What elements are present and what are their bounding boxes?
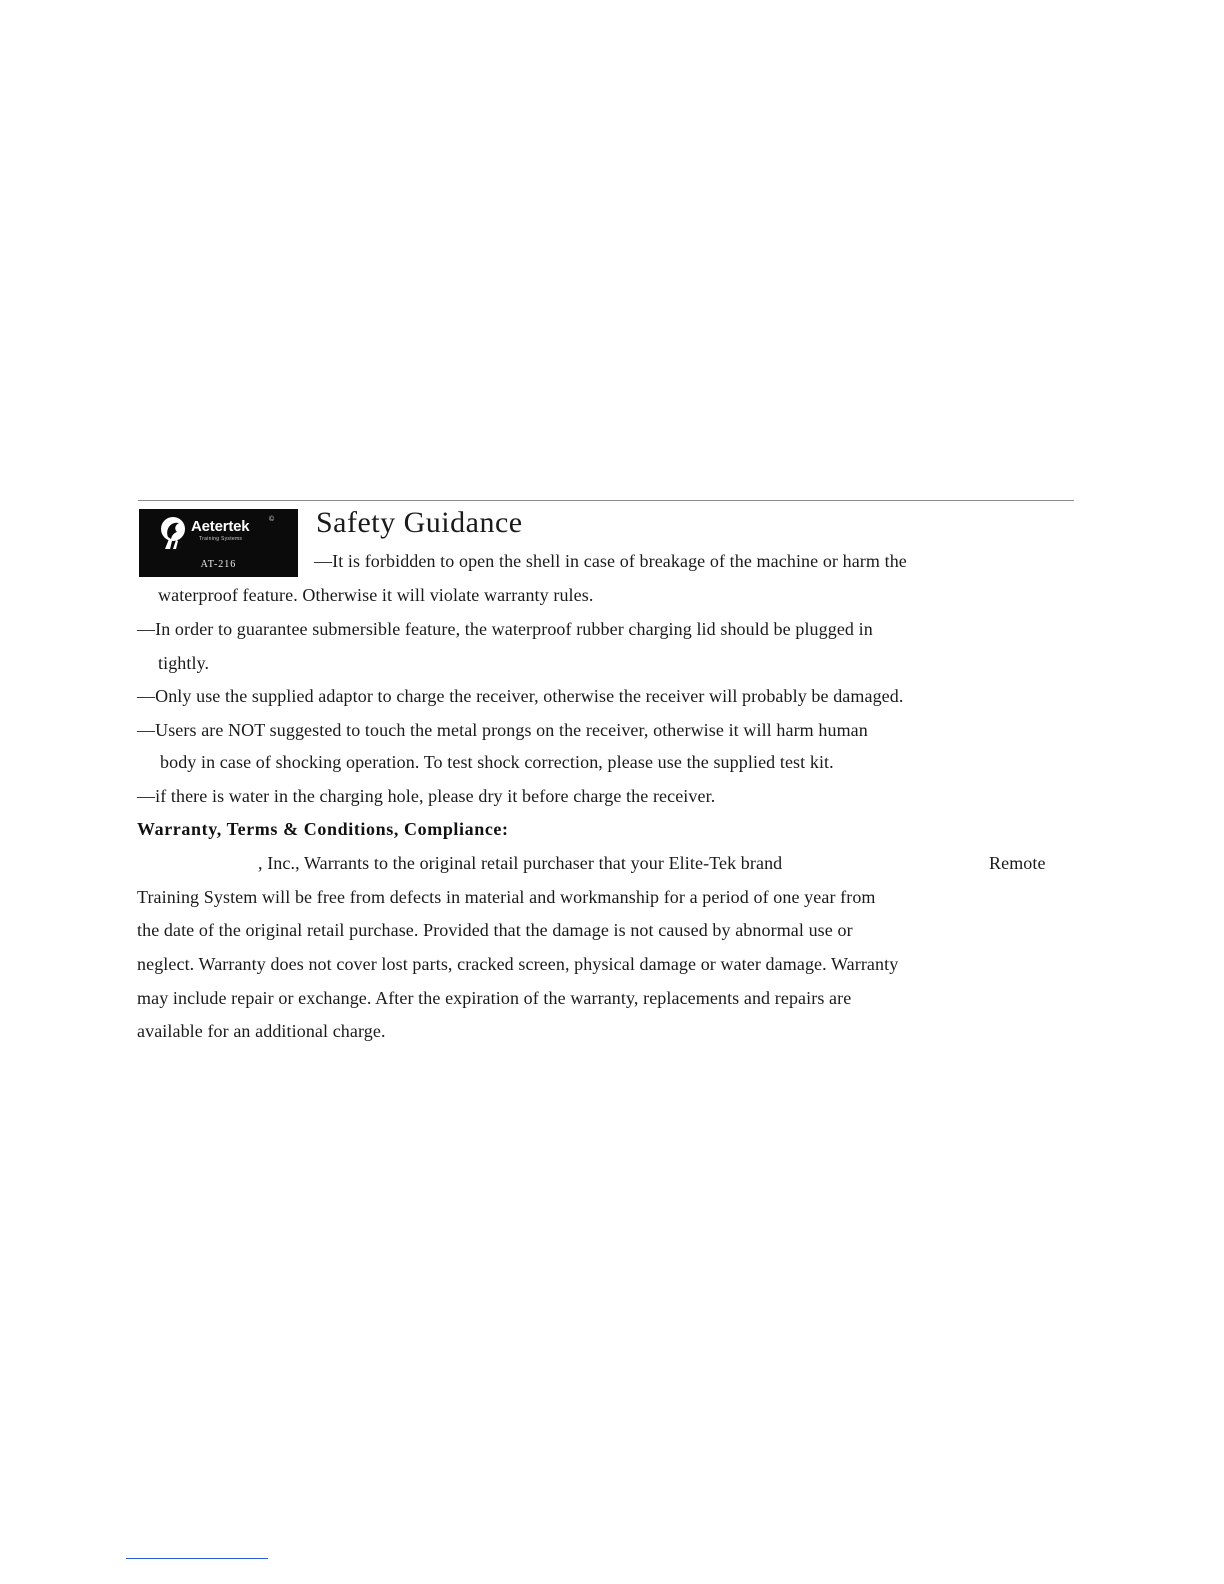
safety-heading: Safety Guidance [316, 506, 523, 539]
warranty-line: Remote [989, 853, 1046, 873]
safety-line: —It is forbidden to open the shell in case of breakage of the machine or harm the [314, 551, 907, 571]
warranty-line: may include repair or exchange. After the expiration of the warranty, replacements and repairs are [137, 988, 852, 1008]
safety-line: —Only use the supplied adaptor to charge the receiver, otherwise the receiver will probably be damaged. [137, 686, 904, 706]
logo-model-number: AT-216 [200, 559, 237, 570]
warranty-line: neglect. Warranty does not cover lost parts, cracked screen, physical damage or water damage. Warranty [137, 954, 899, 974]
warranty-heading: Warranty, Terms & Conditions, Compliance: [137, 819, 509, 839]
safety-line: —Users are NOT suggested to touch the metal prongs on the receiver, otherwise it will harm human [137, 720, 868, 740]
safety-line: —if there is water in the charging hole, please dry it before charge the receiver. [137, 786, 716, 806]
brand-logo [139, 509, 298, 577]
logo-brand-text: Aetertek [191, 518, 250, 535]
warranty-line: , Inc., Warrants to the original retail purchaser that your Elite-Tek brand [258, 853, 783, 873]
footnote-rule [126, 1558, 268, 1559]
safety-line: body in case of shocking operation. To test shock correction, please use the supplied test kit. [160, 752, 834, 772]
header-rule [138, 500, 1074, 501]
logo-tagline: Training Systems [199, 536, 243, 542]
safety-line: tightly. [158, 653, 210, 673]
safety-line: —In order to guarantee submersible feature, the waterproof rubber charging lid should be plugged in [137, 619, 873, 639]
dog-head-icon [159, 515, 189, 551]
logo-registered-mark: © [269, 516, 275, 523]
warranty-line: the date of the original retail purchase. Provided that the damage is not caused by abnormal use or [137, 920, 853, 940]
safety-line: waterproof feature. Otherwise it will violate warranty rules. [158, 585, 594, 605]
warranty-line: available for an additional charge. [137, 1021, 386, 1041]
warranty-line: Training System will be free from defects in material and workmanship for a period of one year from [137, 887, 876, 907]
